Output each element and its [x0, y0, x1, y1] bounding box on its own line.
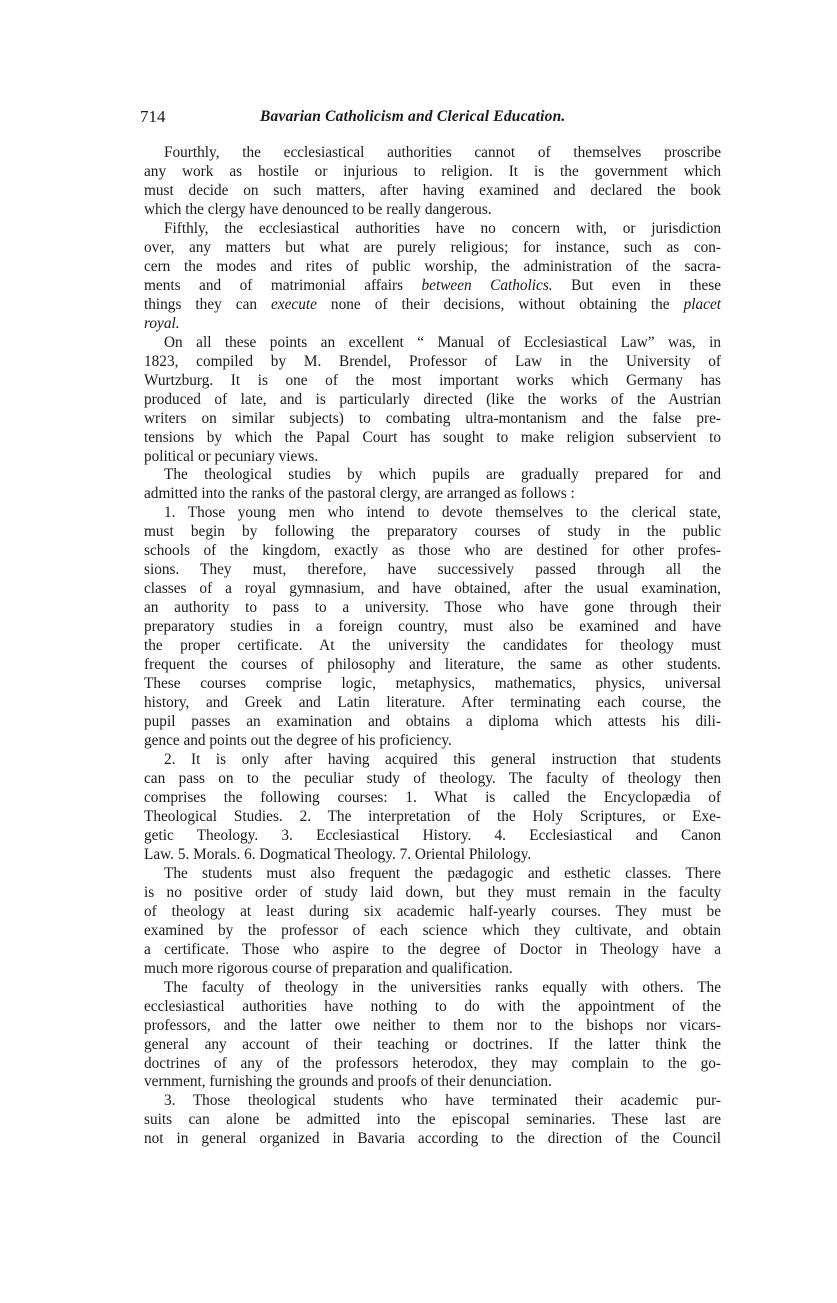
- text-segment: can pass on to the peculiar study of theology. The faculty of theology then: [144, 769, 721, 787]
- text-line: [144, 865, 721, 884]
- text-segment: comprises the following courses: 1. What is called the Encyclopædia of: [144, 788, 721, 806]
- text-line: [144, 1111, 721, 1130]
- text-segment: cern the modes and rites of public worship, the administration of the sacra-: [144, 257, 721, 275]
- text-line: [144, 504, 721, 523]
- italic-text: execute: [271, 295, 317, 313]
- text-line: [144, 656, 721, 675]
- text-line: [144, 201, 721, 220]
- text-line: [144, 884, 721, 903]
- text-segment: ments and of matrimonial affairs: [144, 276, 422, 294]
- text-segment: things they can: [144, 295, 272, 313]
- text-segment: is no positive order of study laid down, but they must remain in the faculty: [144, 883, 721, 901]
- text-segment: must begin by following the preparatory courses of study in the public: [144, 523, 721, 541]
- text-line: [144, 960, 721, 979]
- text-segment: The students must also frequent the pædagogic and esthetic classes. There: [164, 864, 721, 882]
- text-line: [144, 694, 721, 713]
- text-segment: The faculty of theology in the universities ranks equally with others. The: [164, 978, 721, 996]
- text-line: [144, 618, 721, 637]
- text-segment: must decide on such matters, after having examined and declared the book: [144, 181, 721, 199]
- running-title: Bavarian Catholicism and Clerical Education.: [260, 108, 566, 125]
- text-segment: Fifthly, the ecclesiastical authorities have no concern with, or jurisdiction: [164, 219, 721, 237]
- text-line: [144, 182, 721, 201]
- text-line: [144, 277, 721, 296]
- text-line: [144, 542, 721, 561]
- italic-text: royal.: [144, 314, 180, 332]
- text-segment: professors, and the latter owe neither to them nor to the bishops nor vicars-: [144, 1016, 721, 1034]
- text-segment: On all these points an excellent “ Manual of Ecclesiastical Law” was, in: [164, 333, 721, 351]
- text-line: [144, 732, 721, 751]
- text-line: [144, 979, 721, 998]
- text-segment: gence and points out the degree of his proficiency.: [144, 732, 452, 750]
- text-line: [144, 846, 721, 865]
- text-line: [144, 334, 721, 353]
- text-line: [144, 523, 721, 542]
- italic-text: placet: [683, 295, 721, 313]
- page-number: 714: [140, 107, 166, 126]
- text-line: [144, 372, 721, 391]
- text-line: [144, 163, 721, 182]
- text-line: [144, 485, 721, 504]
- text-line: [144, 315, 721, 334]
- text-segment: produced of late, and is particularly directed (like the works of the Austrian: [144, 390, 721, 408]
- text-segment: ecclesiastical authorities have nothing to do with the appointment of the: [144, 997, 721, 1015]
- text-segment: doctrines of any of the professors heterodox, they may complain to the go-: [144, 1054, 721, 1072]
- text-line: [144, 429, 721, 448]
- text-segment: frequent the courses of philosophy and literature, the same as other students.: [144, 656, 721, 674]
- text-line: [144, 353, 721, 372]
- text-line: [144, 448, 721, 467]
- text-line: [144, 941, 721, 960]
- text-line: [144, 599, 721, 618]
- text-segment: history, and Greek and Latin literature. After terminating each course, the: [144, 694, 721, 712]
- text-line: [144, 922, 721, 941]
- text-segment: Theological Studies. 2. The interpretation of the Holy Scriptures, or Exe-: [144, 807, 721, 825]
- text-line: [144, 808, 721, 827]
- text-segment: But even in these: [552, 276, 721, 294]
- text-segment: Law. 5. Morals. 6. Dogmatical Theology. 7. Oriental Philology.: [144, 845, 532, 863]
- text-segment: schools of the kingdom, exactly as those who are destined for other profes-: [144, 542, 721, 560]
- text-segment: none of their decisions, without obtaining the: [316, 295, 684, 313]
- text-segment: classes of a royal gymnasium, and have obtained, after the usual examination,: [144, 580, 721, 598]
- text-line: [144, 903, 721, 922]
- text-segment: of theology at least during six academic half-yearly courses. They must be: [144, 902, 721, 920]
- text-segment: tensions by which the Papal Court has sought to make religion subservient to: [144, 428, 721, 446]
- text-segment: which the clergy have denounced to be really dangerous.: [144, 200, 492, 218]
- text-line: [144, 751, 721, 770]
- body-text: [144, 144, 721, 1149]
- text-segment: getic Theology. 3. Ecclesiastical History. 4. Ecclesiastical and Canon: [144, 826, 721, 844]
- text-segment: much more rigorous course of preparation and qualification.: [144, 959, 513, 977]
- text-segment: not in general organized in Bavaria according to the direction of the Council: [144, 1130, 721, 1148]
- text-segment: an authority to pass to a university. Those who have gone through their: [144, 599, 721, 617]
- text-segment: preparatory studies in a foreign country, must also be examined and have: [144, 618, 721, 636]
- text-segment: examined by the professor of each science which they cultivate, and obtain: [144, 921, 721, 939]
- text-segment: suits can alone be admitted into the episcopal seminaries. These last are: [144, 1111, 721, 1129]
- text-line: [144, 1073, 721, 1092]
- text-line: [144, 789, 721, 808]
- text-segment: general any account of their teaching or doctrines. If the latter think the: [144, 1035, 721, 1053]
- text-line: [144, 770, 721, 789]
- text-line: [144, 713, 721, 732]
- text-line: [144, 410, 721, 429]
- text-segment: over, any matters but what are purely religious; for instance, such as con-: [144, 238, 721, 256]
- text-segment: any work as hostile or injurious to religion. It is the government which: [144, 162, 721, 180]
- text-segment: political or pecuniary views.: [144, 447, 319, 465]
- text-segment: sions. They must, therefore, have successively passed through all the: [144, 561, 721, 579]
- text-line: [144, 144, 721, 163]
- text-line: [144, 239, 721, 258]
- text-segment: a certificate. Those who aspire to the degree of Doctor in Theology have a: [144, 940, 721, 958]
- text-segment: 1823, compiled by M. Brendel, Professor of Law in the University of: [144, 352, 721, 370]
- text-line: [144, 1130, 721, 1149]
- text-segment: admitted into the ranks of the pastoral clergy, are arranged as follows :: [144, 485, 575, 503]
- text-segment: 1. Those young men who intend to devote themselves to the clerical state,: [164, 504, 721, 522]
- text-line: [144, 1092, 721, 1111]
- text-line: [144, 258, 721, 277]
- text-segment: vernment, furnishing the grounds and proofs of their denunciation.: [144, 1073, 552, 1091]
- text-segment: 3. Those theological students who have terminated their academic pur-: [164, 1092, 721, 1110]
- text-line: [144, 827, 721, 846]
- text-line: [144, 220, 721, 239]
- text-line: [144, 675, 721, 694]
- text-segment: the proper certificate. At the university the candidates for theology must: [144, 637, 721, 655]
- text-line: [144, 466, 721, 485]
- text-segment: writers on similar subjects) to combating ultra-montanism and the false pre-: [144, 409, 721, 427]
- text-line: [144, 1055, 721, 1074]
- text-segment: Wurtzburg. It is one of the most important works which Germany has: [144, 371, 721, 389]
- text-line: [144, 561, 721, 580]
- text-line: [144, 391, 721, 410]
- text-segment: 2. It is only after having acquired this general instruction that students: [164, 751, 721, 768]
- text-line: [144, 998, 721, 1017]
- text-line: [144, 580, 721, 599]
- text-segment: The theological studies by which pupils are gradually prepared for and: [164, 466, 721, 484]
- text-line: [144, 296, 721, 315]
- text-line: [144, 637, 721, 656]
- text-segment: Fourthly, the ecclesiastical authorities cannot of themselves proscribe: [164, 144, 721, 161]
- text-segment: pupil passes an examination and obtains a diploma which attests his dili-: [144, 713, 721, 731]
- text-line: [144, 1036, 721, 1055]
- text-line: [144, 1017, 721, 1036]
- text-segment: These courses comprise logic, metaphysics, mathematics, physics, universal: [144, 675, 721, 693]
- italic-text: between Catholics.: [421, 276, 553, 294]
